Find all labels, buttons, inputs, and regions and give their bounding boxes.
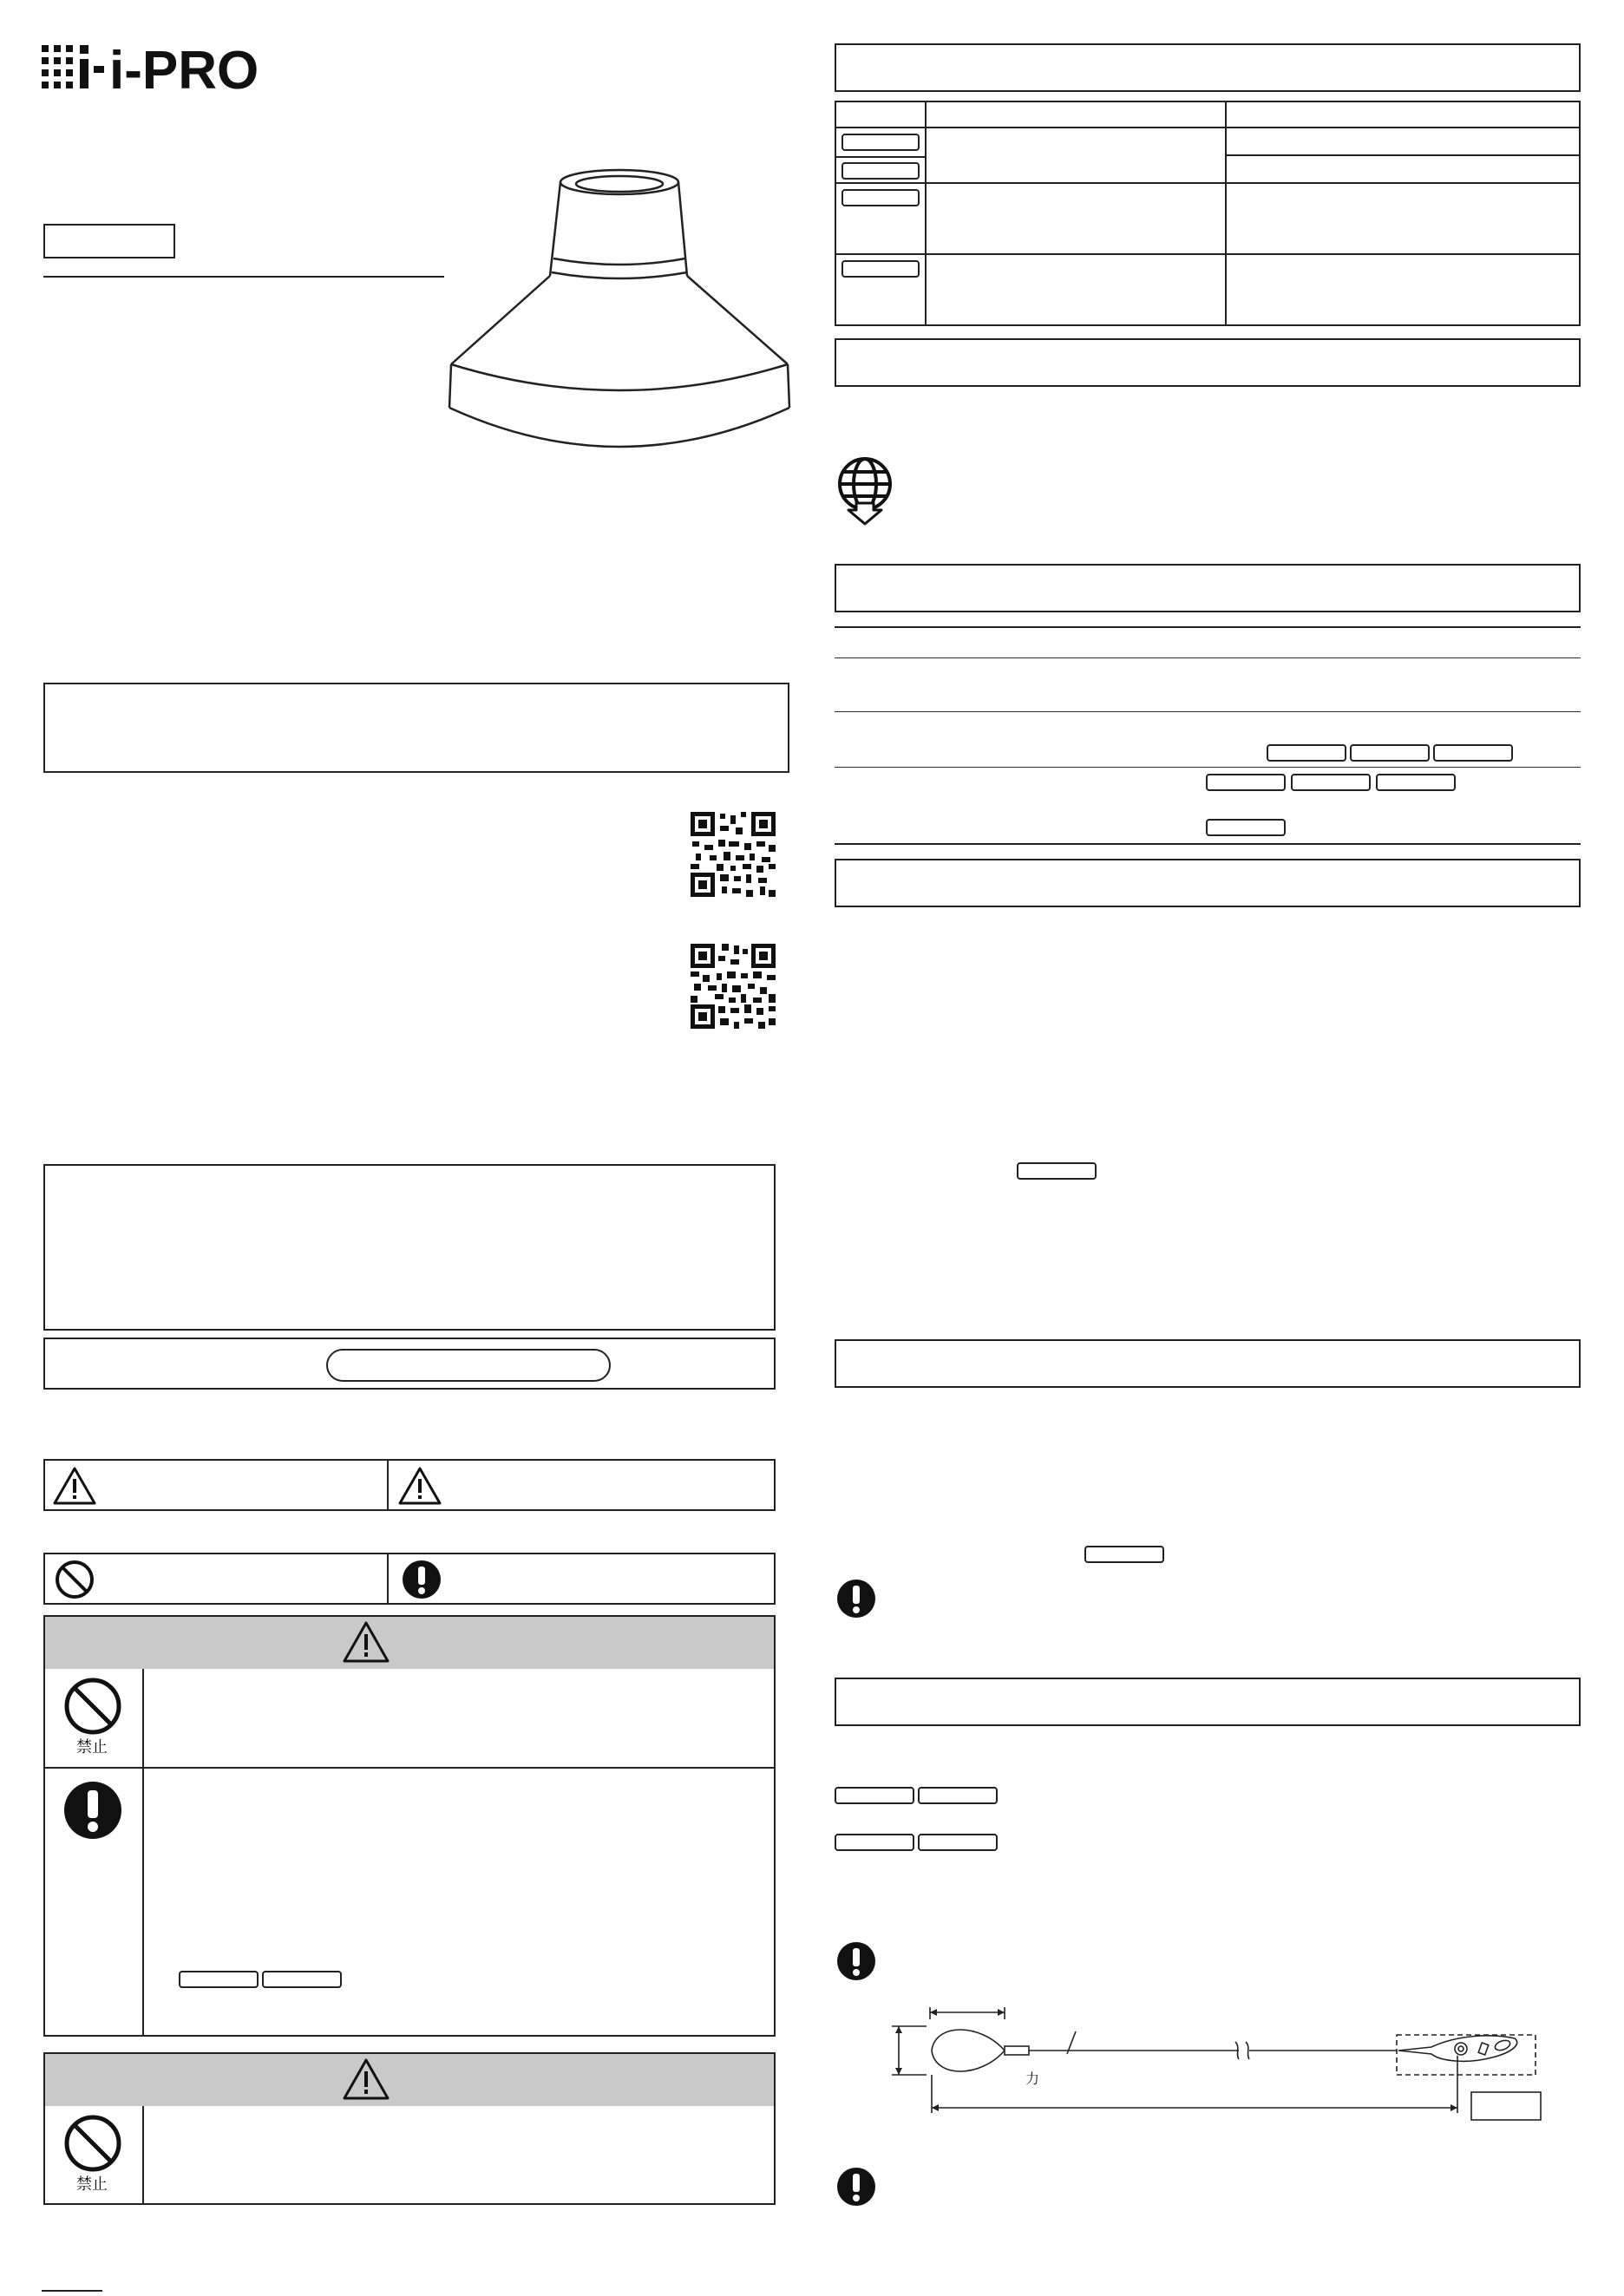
globe-download-icon[interactable] — [835, 456, 895, 526]
warning-row-divider — [45, 1767, 774, 1769]
model-label — [262, 1971, 342, 1988]
model-label — [918, 1834, 998, 1851]
model-label — [835, 1787, 914, 1804]
table-row-divider — [835, 127, 1581, 128]
model-label — [1206, 774, 1286, 791]
table-row-divider — [1225, 154, 1581, 156]
section-heading-box — [835, 1678, 1581, 1726]
prohibition-icon — [62, 2115, 123, 2172]
list-rule — [835, 657, 1581, 658]
exclamation-mandatory-icon — [836, 1579, 876, 1619]
model-label — [841, 260, 920, 278]
model-label — [1017, 1162, 1097, 1180]
info-box — [43, 1164, 776, 1331]
caution-icon — [397, 1466, 442, 1506]
section-heading-box — [835, 1339, 1581, 1388]
note-box — [835, 338, 1581, 387]
footer-rule — [42, 2290, 102, 2292]
list-rule — [835, 843, 1581, 845]
warning-header-icon — [342, 1620, 390, 1664]
model-label — [1433, 744, 1513, 762]
safety-header-pill — [326, 1349, 611, 1382]
spec-table — [835, 101, 1581, 326]
product-illustration — [434, 165, 798, 477]
table-col-divider-2 — [1225, 101, 1227, 326]
safety-wire-diagram — [885, 2000, 1544, 2130]
caution-header-band — [43, 2052, 776, 2108]
model-label — [1291, 774, 1371, 791]
section-heading-box — [835, 859, 1581, 907]
caution-body — [43, 2106, 776, 2205]
prohibition-icon — [62, 1678, 123, 1735]
model-label — [841, 162, 920, 180]
qr-code-1[interactable] — [691, 812, 776, 897]
svg-text:i-PRO: i-PRO — [109, 41, 259, 97]
title-underline — [43, 276, 444, 278]
model-label — [1350, 744, 1430, 762]
model-label — [841, 189, 920, 206]
table-row-divider — [835, 182, 1581, 184]
exclamation-mandatory-icon — [836, 2167, 876, 2207]
list-rule — [835, 711, 1581, 712]
caution-icon-column-divider — [142, 2106, 144, 2205]
table-col-divider-1 — [925, 101, 927, 326]
model-label — [918, 1787, 998, 1804]
list-rule — [835, 626, 1581, 628]
model-label — [1267, 744, 1346, 762]
warning-header-band — [43, 1615, 776, 1671]
model-label — [1084, 1546, 1164, 1563]
brand-logo — [42, 40, 267, 97]
model-label — [835, 1834, 914, 1851]
warning-icon — [52, 1466, 97, 1506]
warning-body — [43, 1669, 776, 2037]
model-label — [1206, 819, 1286, 836]
prohibition-icon — [54, 1559, 95, 1600]
notice-box — [43, 683, 789, 773]
caution-header-icon — [342, 2057, 390, 2101]
table-row-divider — [835, 156, 925, 158]
exclamation-mandatory-icon — [62, 1780, 123, 1841]
exclamation-mandatory-icon — [836, 1941, 876, 1981]
diagram-mark: 力 — [1025, 2070, 1040, 2087]
exclamation-mandatory-icon — [401, 1559, 442, 1600]
section-heading-box — [835, 43, 1581, 92]
warning-icon-column-divider — [142, 1669, 144, 2037]
qr-code-2[interactable] — [691, 944, 776, 1029]
legend-divider-2 — [387, 1553, 389, 1605]
model-label — [179, 1971, 259, 1988]
model-label — [841, 134, 920, 151]
prohibit-caption: 禁止 — [76, 1738, 108, 1756]
model-number-box — [43, 224, 175, 258]
model-label — [1376, 774, 1456, 791]
legend-divider-1 — [387, 1459, 389, 1511]
prohibit-caption: 禁止 — [76, 2175, 108, 2194]
section-heading-box — [835, 564, 1581, 612]
list-rule — [835, 767, 1581, 768]
table-row-divider — [835, 253, 1581, 255]
